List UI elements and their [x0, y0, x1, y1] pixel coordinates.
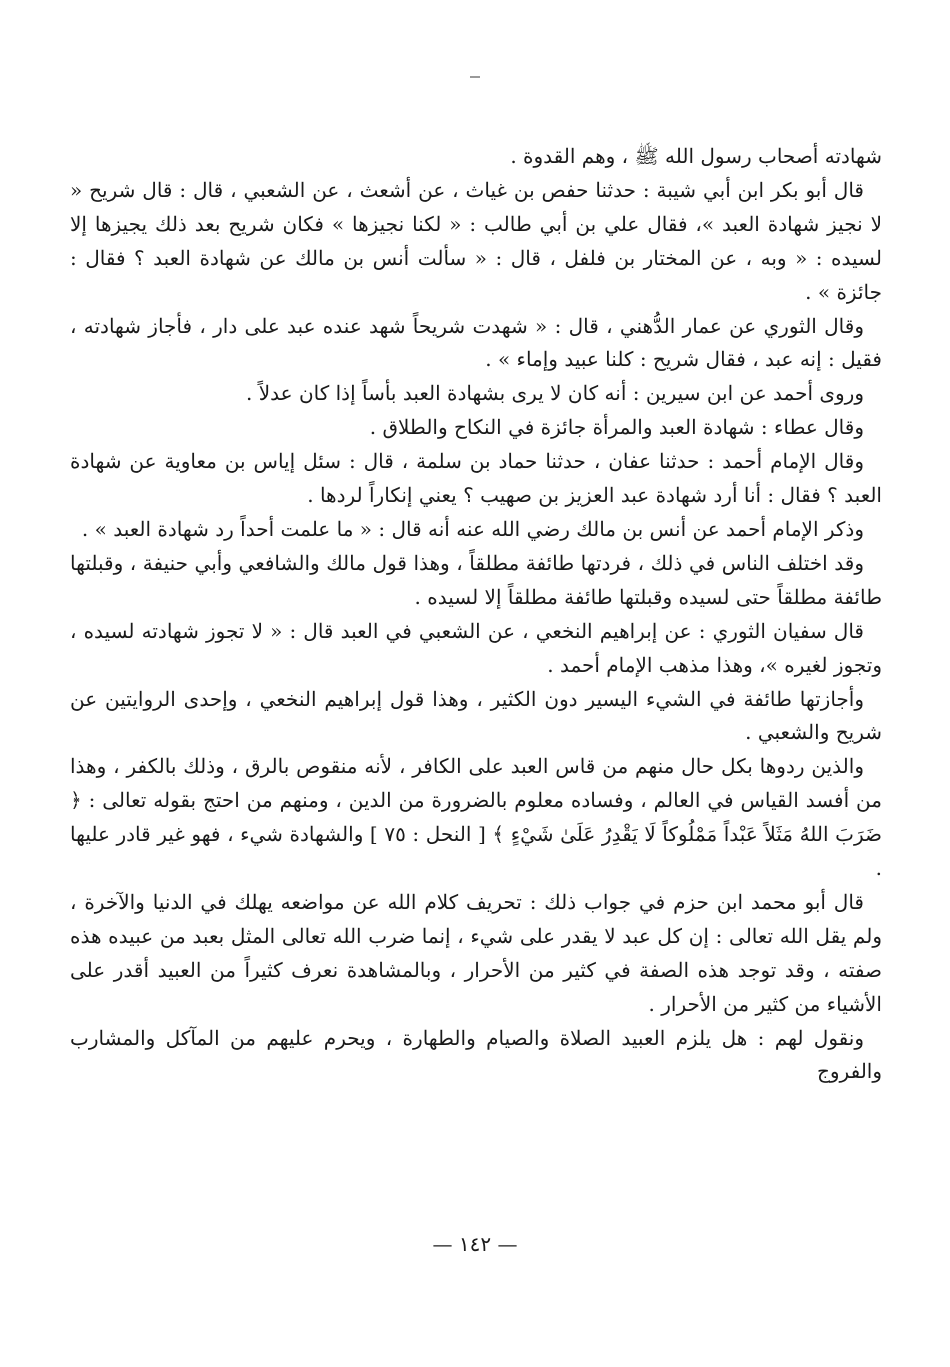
paragraph-3: وقال الثوري عن عمار الدُّهني ، قال : « شهدت شريحاً شهد عنده عبد على دار ، فأجاز شهادته ، فقيل : إنه عبد ، فقال شريح : كلنا عبيد وإماء » .: [70, 313, 882, 372]
paragraph-5: وقال عطاء : شهادة العبد والمرأة جائزة في النكاح والطلاق .: [369, 415, 864, 440]
paragraph-1: شهادته أصحاب رسول الله ﷺ ، وهم القدوة .: [510, 144, 882, 168]
body-text: [70, 140, 882, 1089]
paragraph-13: ونقول لهم : هل يلزم العبيد الصلاة والصيام والطهارة ، ويحرم عليهم من المآكل والمشارب والفروج: [70, 1025, 882, 1084]
page-number: — ١٤٢ —: [432, 1232, 518, 1256]
top-decoration-mark: [470, 76, 480, 78]
paragraph-12: قال أبو محمد ابن حزم في جواب ذلك : تحريف كلام الله عن مواضعه يهلك في الدنيا والآخرة ، ولم يقل الله تعالى : إن كل عبد لا يقدر على شيء ، إنما ضرب الله تعالى المثل بعبد من عبيده هذه صفته ، وقد توجد هذه الصفة في كثير من الأحرار ، وبالمشاهدة نعرف كثيراً من العبيد أقدر على الأشياء من كثير من الأحرار .: [70, 889, 882, 1016]
paragraph-11: والذين ردوها بكل حال منهم من قاس العبد على الكافر ، لأنه منقوص بالرق ، وذلك بالكفر ، وهذا من أفسد القياس في العالم ، وفساده معلوم بالضرورة من الدين ، ومنهم من احتج بقوله تعالى : ﴿ ضَرَبَ اللهُ مَثَلاً عَبْداً مَمْلُوكاً لَا يَقْدِرُ عَلَىٰ شَيْءٍ ﴾ [ النحل : ٧٥ ] والشهادة شيء ، فهو غير قادر عليها .: [70, 754, 883, 881]
paragraph-6: وقال الإمام أحمد : حدثنا عفان ، حدثنا حماد بن سلمة ، قال : سئل إياس بن معاوية عن شهادة العبد ؟ فقال : أنا أرد شهادة عبد العزيز بن صهيب ؟ يعني إنكاراً لردها .: [70, 449, 882, 508]
paragraph-10: وأجازتها طائفة في الشيء اليسير دون الكثير ، وهذا قول إبراهيم النخعي ، وإحدى الروايتين عن شريح والشعبي .: [70, 686, 882, 745]
paragraph-8: وقد اختلف الناس في ذلك ، فردتها طائفة مطلقاً ، وهذا قول مالك والشافعي وأبي حنيفة ، وقبلتها طائفة مطلقاً حتى لسيده وقبلتها طائفة مطلقاً إلا لسيده .: [70, 550, 882, 609]
paragraph-9: قال سفيان الثوري : عن إبراهيم النخعي ، عن الشعبي في العبد قال : « لا تجوز شهادته لسيده ، وتجوز لغيره »، وهذا مذهب الإمام أحمد .: [70, 618, 882, 677]
paragraph-7: وذكر الإمام أحمد عن أنس بن مالك رضي الله عنه أنه قال : « ما علمت أحداً رد شهادة العبد » .: [81, 516, 864, 541]
paragraph-2: قال أبو بكر ابن أبي شيبة : حدثنا حفص بن غياث ، عن أشعث ، عن الشعبي ، قال : قال شريح « لا نجيز شهادة العبد »، فقال علي بن أبي طالب : « لكنا نجيزها » فكان شريح بعد ذلك يجيزها إلا لسيده : « وبه ، عن المختار بن فلفل ، قال : « سألت أنس بن مالك عن شهادة العبد ؟ فقال : جائزة » .: [70, 177, 882, 304]
paragraph-4: وروى أحمد عن ابن سيرين : أنه كان لا يرى بشهادة العبد بأساً إذا كان عدلاً .: [246, 381, 864, 406]
